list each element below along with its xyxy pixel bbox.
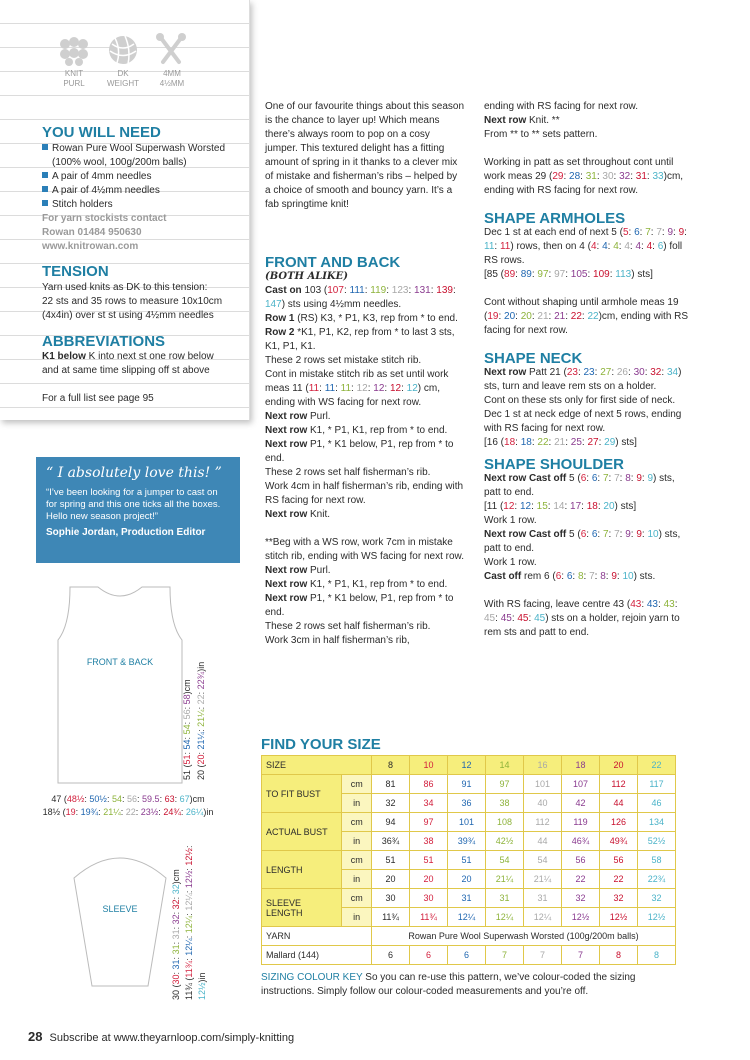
abbreviations-heading: ABBREVIATIONS <box>42 333 166 350</box>
table-row: LENGTH cm 51 51 51 54 54 56 56 58 <box>262 851 676 870</box>
page-footer <box>28 1029 294 1044</box>
quote-heading: “ I absolutely love this! ” <box>46 465 222 481</box>
info-card <box>0 0 250 420</box>
abbreviations-text: K1 below K into next st one row below and at same time slipping off st above For a full list see page 95 <box>42 351 214 404</box>
table-row: YARN Rowan Pure Wool Superwash Worsted (100g/200m balls) <box>262 927 676 946</box>
contact-line: www.knitrowan.com <box>42 241 139 252</box>
table-row: in 20 20 20 21¼ 21¼ 22 22 22¾ <box>262 870 676 889</box>
front-back-instructions: Cast on 103 (107: 111: 119: 123: 131: 139: 147) sts using 4½mm needles. Row 1 (RS) K3, * P1, K3, rep from * to end. Row 2 *K1, P1, K2, rep from * to last 3 sts, K1, P1, K1. These 2 rows set mistake stitch rib. Cont in mistake stitch rib as set until work meas 11 (11: 11: 11: 12: 12: 12: 12) cm, ending with WS facing for next row. Next row Purl. Next row K1, * P1, K1, rep from * to end. Next row P1, * K1 below, P1, rep from * to end. These 2 rows set half fisherman’s rib. Work 4cm in half fisherman’s rib, ending with RS facing for next row. Next row Knit. **Beg with a WS row, work 7cm in mistake stitch rib, ending with WS facing for next row. Next row Purl. Next row K1, * P1, K1, rep from * to end. Next row P1, * K1 below, P1, rep from * to end. These 2 rows set half fisherman’s rib. Work 3cm in half fisherman’s rib, <box>265 285 464 646</box>
list-item: (100% wool, 100g/200m balls) <box>52 157 187 168</box>
front-back-label: FRONT & BACK <box>86 657 154 667</box>
table-row: SLEEVE LENGTH cm 30 30 31 31 31 32 32 32 <box>262 889 676 908</box>
both-alike-subheading: (BOTH ALIKE) <box>265 271 348 282</box>
quote-body: “I’ve been looking for a jumper to cast on for spring and this one ticks all the boxes. Hello new season project!” <box>46 487 221 522</box>
sleeve-label: SLEEVE <box>102 904 138 914</box>
materials-list <box>42 142 242 254</box>
yarn-ball-icon <box>107 34 139 66</box>
size-table <box>261 755 676 965</box>
sizing-colour-key: SIZING COLOUR KEY So you can re-use this pattern, we’ve colour-coded the sizing instructions. Simply follow our colour-coded measurements and you’re off. <box>261 972 636 997</box>
list-item: Rowan Pure Wool Superwash Worsted <box>42 142 242 156</box>
front-back-diagram <box>50 585 190 785</box>
you-will-need-heading: YOU WILL NEED <box>42 124 161 141</box>
sleeve-length-measure: 30 (30: 31: 31: 31: 32: 32: 32)cm 11¾ (11¾: 12¼: 12¼: 12¼: 12½: 12½: 12½)in <box>171 845 207 1000</box>
front-width-measure: 47 (48½: 50½: 54: 56: 59.5: 63: 67)cm 18½ (19: 19¾: 21¼: 22: 23½: 24¾: 26¼)in <box>42 794 214 817</box>
shape-armholes-heading: SHAPE ARMHOLES <box>484 210 626 227</box>
table-row: ACTUAL BUST cm 94 97 101 108 112 119 126 134 <box>262 813 676 832</box>
front-and-back-heading: FRONT AND BACK <box>265 254 401 271</box>
table-row: in 11¾ 11¾ 12¼ 12¼ 12¼ 12½ 12½ 12½ <box>262 908 676 927</box>
pattern-column-2: ending with RS facing for next row. Next row Knit. ** From ** to ** sets pattern. Working in patt as set throughout cont until work meas 29 (29: 28: 31: 30: 32: 31: 33)cm, ending with RS facing for next row. SHAPE ARMHOLES Dec 1 st at each end of next 5 (5: 6: 7: 7: 9: 9: 11: 11) rows, then on 4 (4: 4: 4: 4: 4: 4: 6) foll RS rows. [85 (89: 89: 97: 97: 105: 109: 113) sts] Cont without shaping until armhole meas 19 (19: 20: 20: 21: 21: 22: 22)cm, ending with RS facing for next row. SHAPE NECK Next row Patt 21 (23: 23: 27: 26: 30: 32: 34) sts, turn and leave rem sts on a holder. Cont on these sts only for first side of neck. Dec 1 st at neck edge of next 5 rows, ending with RS facing for next row. [16 (18: 18: 22: 21: 25: 27: 29) sts] SHAPE SHOULDER Next row Cast off 5 (6: 6: 7: 7: 8: 9: 9) sts, patt to end. [11 (12: 12: 15: 14: 17: 18: 20) sts] Work 1 row. Next row Cast off 5 (6: 6: 7: 7: 9: 9: 10) sts, patt to end. Work 1 row. Cast off rem 6 (6: 6: 8: 7: 8: 9: 10) sts. With RS facing, leave centre 43 (43: 43: 43: 45: 45: 45: 45) sts on a holder, rejoin yarn to rem sts and patt to end. <box>484 100 694 640</box>
table-row: in 32 34 36 38 40 42 44 46 <box>262 794 676 813</box>
knit-purl-icon <box>57 34 91 66</box>
sleeve-diagram <box>70 848 170 988</box>
icon-label-dk: DK WEIGHT <box>107 69 139 88</box>
pattern-column-1 <box>265 100 465 648</box>
list-item: A pair of 4mm needles <box>42 170 242 184</box>
tension-heading: TENSION <box>42 263 109 280</box>
list-item: Stitch holders <box>42 198 242 212</box>
quote-box <box>36 457 240 563</box>
shape-neck-heading: SHAPE NECK <box>484 350 583 367</box>
find-your-size-heading: FIND YOUR SIZE <box>261 736 381 753</box>
needles-icon <box>155 32 187 66</box>
icon-label-knit: KNIT PURL <box>63 69 85 88</box>
table-row: in 36¾ 38 39¾ 42½ 44 46¾ 49¾ 52½ <box>262 832 676 851</box>
intro-text: One of our favourite things about this season is the chance to layer up! Which means there’s always room to pop on a cosy jumper. This textured delight has a fitting amount of spring in it thanks to a clever mix of mistake and fisherman’s ribs – helped by a choice of smooth and bouncy yarn. It’s a fab springtime knit! <box>265 101 465 210</box>
contact-line: Rowan 01484 950630 <box>42 227 142 238</box>
table-row: Mallard (144) 6 6 6 7 7 7 8 8 <box>262 946 676 965</box>
footer-text: Subscribe at www.theyarnloop.com/simply-knitting <box>49 1032 295 1044</box>
page-number: 28 <box>28 1029 43 1044</box>
list-item: A pair of 4½mm needles <box>42 184 242 198</box>
shape-shoulder-heading: SHAPE SHOULDER <box>484 456 625 473</box>
icon-row <box>55 32 205 100</box>
table-row: TO FIT BUST cm 81 86 91 97 101 107 112 117 <box>262 775 676 794</box>
quote-author: Sophie Jordan, Production Editor <box>46 527 206 538</box>
icon-label-needle: 4MM 4½MM <box>159 69 185 88</box>
contact-line: For yarn stockists contact <box>42 213 167 224</box>
front-length-measure: 51 (51: 54: 54: 56: 58)cm 20 (20: 21¼: 21¼: 22: 22¾)in <box>182 661 206 780</box>
tension-text: Yarn used knits as DK to this tension: 22 sts and 35 rows to measure 10x10cm (4x4in) over st st using 4½mm needles <box>42 282 223 321</box>
table-row: SIZE 8 10 12 14 16 18 20 22 <box>262 756 676 775</box>
